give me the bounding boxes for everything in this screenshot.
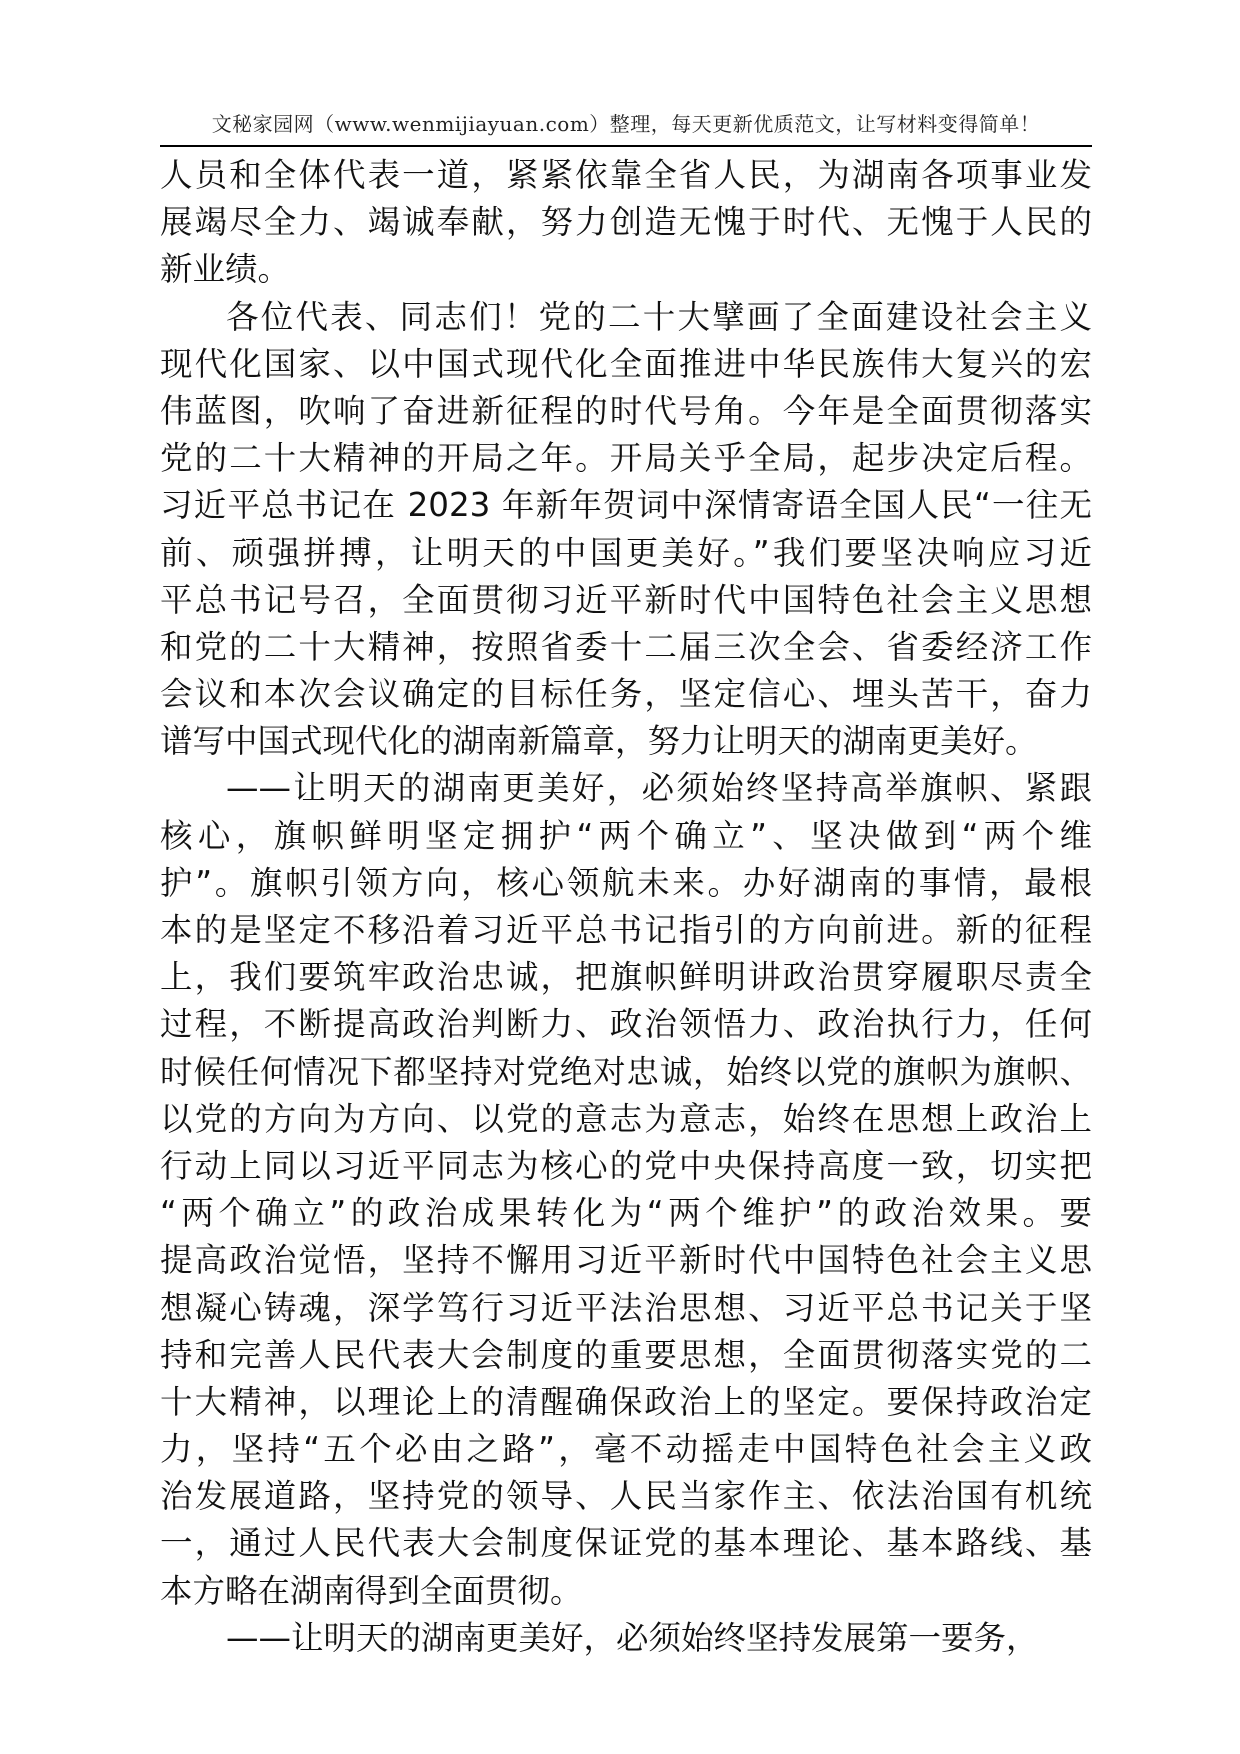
text-line: 伟蓝图，吹响了奋进新征程的时代号角。今年是全面贯彻落实 xyxy=(160,391,1092,430)
document-body xyxy=(160,152,1092,1662)
text-line: 各位代表、同志们！党的二十大擘画了全面建设社会主义 xyxy=(226,297,1092,336)
text-line: 本的是坚定不移沿着习近平总书记指引的方向前进。新的征程 xyxy=(160,911,1092,949)
text-line: 护”。旗帜引领方向，核心领航未来。办好湖南的事情，最根 xyxy=(160,863,1092,902)
text-line: ——让明天的湖南更美好，必须始终坚持发展第一要务， xyxy=(226,1618,1039,1657)
text-line: 行动上同以习近平同志为核心的党中央保持高度一致，切实把 xyxy=(160,1146,1092,1185)
text-line: 谱写中国式现代化的湖南新篇章，努力让明天的湖南更美好。 xyxy=(160,722,1038,761)
text-line: 力，坚持“五个必由之路”，毫不动摇走中国特色社会主义政 xyxy=(160,1430,1092,1469)
text-line: 一，通过人民代表大会制度保证党的基本理论、基本路线、基 xyxy=(160,1524,1092,1563)
paragraph xyxy=(160,765,1092,1614)
text-line: 治发展道路，坚持党的领导、人民当家作主、依法治国有机统 xyxy=(160,1477,1092,1516)
text-line: 以党的方向为方向、以党的意志为意志，始终在思想上政治上 xyxy=(160,1099,1092,1138)
text-line: 想凝心铸魂，深学笃行习近平法治思想、习近平总书记关于坚 xyxy=(160,1288,1092,1327)
text-line: 人员和全体代表一道，紧紧依靠全省人民，为湖南各项事业发 xyxy=(160,156,1092,194)
text-line: 十大精神，以理论上的清醒确保政治上的坚定。要保持政治定 xyxy=(160,1382,1092,1421)
paragraph xyxy=(160,294,1092,766)
text-line: 上，我们要筑牢政治忠诚，把旗帜鲜明讲政治贯穿履职尽责全 xyxy=(160,958,1092,997)
text-line: 持和完善人民代表大会制度的重要思想，全面贯彻落实党的二 xyxy=(160,1335,1092,1374)
page-header: 文秘家园网（www.wenmijiayuan.com）整理，每天更新优质范文，让写材料变得简单！ xyxy=(211,112,1041,136)
text-line: 核心，旗帜鲜明坚定拥护“两个确立”、坚决做到“两个维 xyxy=(160,816,1092,855)
text-line: 展竭尽全力、竭诚奉献，努力创造无愧于时代、无愧于人民的 xyxy=(160,203,1092,242)
paragraph xyxy=(160,152,1092,294)
text-line: 现代化国家、以中国式现代化全面推进中华民族伟大复兴的宏 xyxy=(160,344,1092,383)
text-line: 会议和本次会议确定的目标任务，坚定信心、埋头苦干，奋力 xyxy=(160,675,1092,714)
text-line: 和党的二十大精神，按照省委十二届三次全会、省委经济工作 xyxy=(160,627,1092,666)
text-line: 平总书记号召，全面贯彻习近平新时代中国特色社会主义思想 xyxy=(160,580,1092,619)
text-line: 党的二十大精神的开局之年。开局关乎全局，起步决定后程。 xyxy=(160,439,1092,478)
text-line: 前、顽强拼搏，让明天的中国更美好。”我们要坚决响应习近 xyxy=(160,533,1092,572)
text-line: 提高政治觉悟，坚持不懈用习近平新时代中国特色社会主义思 xyxy=(160,1241,1092,1280)
text-line: 本方略在湖南得到全面贯彻。 xyxy=(160,1571,583,1610)
text-line: ——让明天的湖南更美好，必须始终坚持高举旗帜、紧跟 xyxy=(226,769,1092,808)
text-line: 习近平总书记在 2023 年新年贺词中深情寄语全国人民“一往无 xyxy=(160,486,1092,525)
text-line: 过程，不断提高政治判断力、政治领悟力、政治执行力，任何 xyxy=(160,1005,1092,1044)
text-line: “两个确立”的政治成果转化为“两个维护”的政治效果。要 xyxy=(160,1194,1092,1233)
paragraph xyxy=(160,1615,1092,1662)
header-divider xyxy=(160,145,1092,147)
text-line: 时候任何情况下都坚持对党绝对忠诚，始终以党的旗帜为旗帜、 xyxy=(160,1052,1092,1091)
text-line: 新业绩。 xyxy=(160,250,291,289)
